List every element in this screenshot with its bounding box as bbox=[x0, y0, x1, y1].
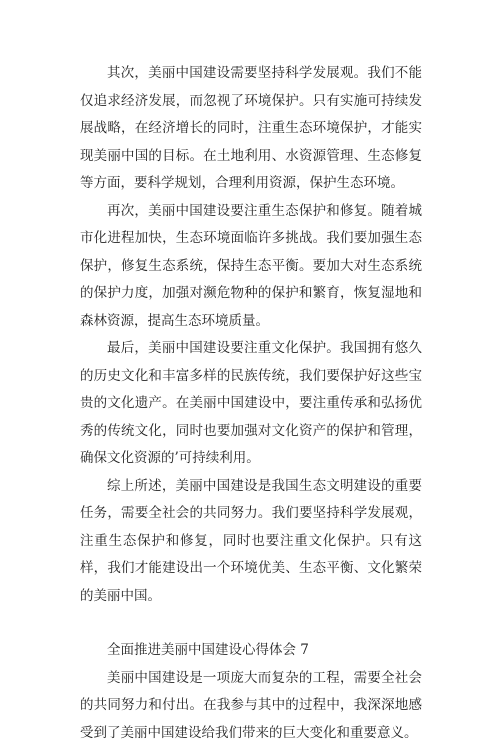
paragraph-ecological-protection: 再次，美丽中国建设要注重生态保护和修复。随着城市化进程加快，生态环境面临许多挑战。我们要加强生态保护，修复生态系统，保持生态平衡。要加大对生态系统的保护力度，加强对濒危物种的保护和繁育，恢复湿地和森林资源，提高生态环境质量。 bbox=[80, 198, 422, 336]
paragraph-conclusion: 综上所述，美丽中国建设是我国生态文明建设的重要任务，需要全社会的共同努力。我们要坚持科学发展观，注重生态保护和修复，同时也要注重文化保护。只有这样，我们才能建设出一个环境优美、生态平衡、文化繁荣的美丽中国。 bbox=[80, 473, 422, 611]
section-heading: 全面推进美丽中国建设心得体会 7 bbox=[80, 637, 422, 665]
paragraph-scientific-development: 其次，美丽中国建设需要坚持科学发展观。我们不能仅追求经济发展，而忽视了环境保护。只有实施可持续发展战略，在经济增长的同时，注重生态环境保护，才能实现美丽中国的目标。在土地利用、水资源管理、生态修复等方面，要科学规划，合理利用资源，保护生态环境。 bbox=[80, 60, 422, 198]
document-body bbox=[80, 60, 422, 747]
paragraph-section-intro: 美丽中国建设是一项庞大而复杂的工程，需要全社会的共同努力和付出。在我参与其中的过程中，我深深地感受到了美丽中国建设给我们带来的巨大变化和重要意义。 bbox=[80, 665, 422, 747]
paragraph-cultural-protection: 最后，美丽中国建设要注重文化保护。我国拥有悠久的历史文化和丰富多样的民族传统，我们要保护好这些宝贵的文化遗产。在美丽中国建设中，要注重传承和弘扬优秀的传统文化，同时也要加强对文化资产的保护和管理，确保文化资源的’可持续利用。 bbox=[80, 335, 422, 473]
